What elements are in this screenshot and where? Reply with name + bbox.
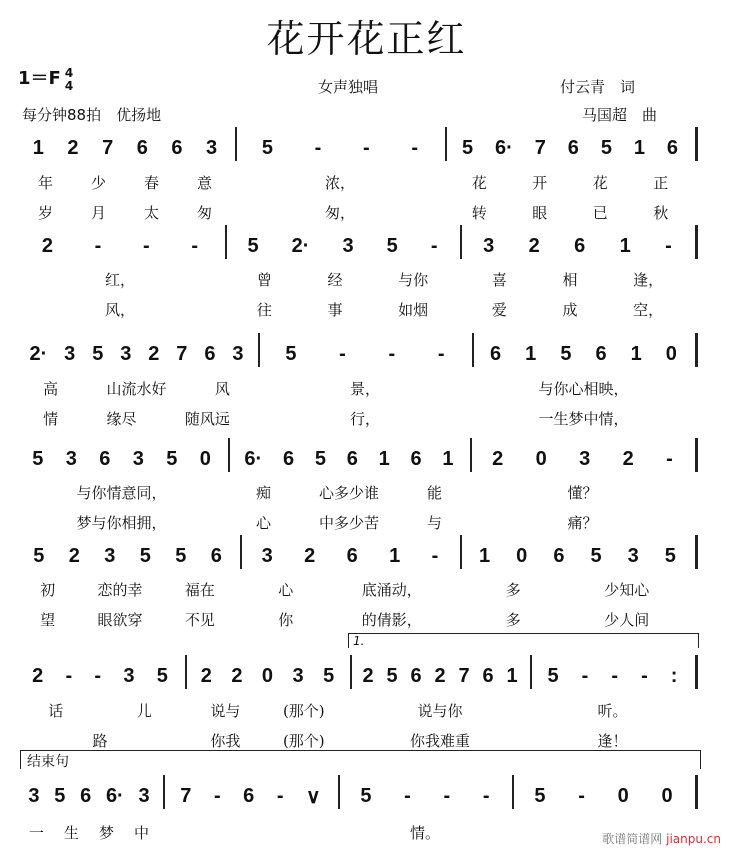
note: 5	[314, 447, 326, 470]
lyric-verse-1: 初 恋的幸 福在	[40, 581, 215, 599]
note: 1	[506, 664, 518, 687]
note: 2	[231, 664, 243, 687]
lyric-verse-2: 转 眼 已 秋	[471, 204, 669, 222]
note: -	[339, 342, 346, 365]
lyric-verse-1: 曾 经 与你	[256, 271, 429, 289]
note: 6	[567, 136, 579, 159]
note: 2	[362, 664, 374, 687]
note: 6·	[244, 447, 263, 470]
note: 6·	[105, 784, 124, 807]
lyric-verse-2: 岁 月 太 匆	[37, 204, 212, 222]
lyric-verse-1	[167, 822, 334, 844]
barline	[225, 225, 227, 259]
lyric-verse-1: 痴 心多少谁 能	[255, 484, 442, 502]
barline	[695, 333, 698, 367]
note: -	[65, 664, 73, 687]
song-title: 花开花正红	[266, 17, 467, 61]
note: 5	[323, 664, 335, 687]
note: 7	[534, 136, 546, 159]
note: 1	[619, 234, 631, 257]
lyric-verse-2: 心 中多少苦 与	[255, 514, 442, 532]
note: 1	[525, 342, 537, 365]
note: 3	[138, 784, 150, 807]
note: 0	[516, 544, 528, 567]
lyric-verse-1: 心 底涌动，	[278, 581, 422, 599]
note: 0	[617, 784, 629, 807]
note: 5	[175, 544, 187, 567]
barline	[185, 655, 187, 689]
note: 3	[123, 664, 135, 687]
barline	[240, 535, 242, 569]
note: -	[482, 784, 490, 807]
note: 3	[342, 234, 354, 257]
note: 6	[490, 342, 502, 365]
note: 1	[442, 447, 454, 470]
barline	[235, 127, 237, 161]
measure	[451, 133, 689, 163]
note: 6	[482, 664, 494, 687]
lyric-verse-2: 多 少人间	[505, 611, 650, 629]
lyric-verse-1: 与你心相映，	[538, 380, 629, 398]
note: -	[191, 234, 199, 257]
lyric-verse-1: 情。	[409, 824, 440, 842]
note: 2	[41, 234, 53, 257]
note: -	[314, 136, 322, 159]
lyric-verse-1: 多 少知心	[505, 581, 650, 599]
measure	[246, 541, 454, 571]
note: 6	[204, 342, 216, 365]
note: 6	[410, 447, 422, 470]
lyric-verse-2: 行，	[349, 410, 380, 428]
note: 5	[386, 664, 398, 687]
barline	[350, 655, 352, 689]
lyric-verse-2: 路	[92, 732, 108, 750]
barline	[460, 535, 462, 569]
note: 3	[627, 544, 639, 567]
note: 3	[261, 544, 273, 567]
note: -	[666, 447, 673, 470]
measure	[466, 231, 689, 261]
measure	[21, 781, 157, 811]
barline	[695, 535, 698, 569]
barline	[695, 775, 698, 809]
note: 7	[176, 342, 188, 365]
watermark-cn: 歌谱简谱网	[602, 832, 663, 846]
note: 3	[28, 784, 40, 807]
note: 5	[156, 664, 168, 687]
lyric-verse-2: 爱 成 空，	[491, 301, 664, 319]
note: 5	[54, 784, 66, 807]
time-top: 4	[64, 65, 74, 80]
lyric-verse-2: 梦与你相拥，	[76, 514, 167, 532]
barline	[163, 775, 165, 809]
lyric-verse-1: 年 少 春 意	[37, 174, 212, 192]
note: :	[670, 664, 678, 687]
measure	[518, 781, 689, 811]
lyric-verse-2: 情 缘尽 随风远	[43, 410, 230, 428]
measure	[21, 133, 229, 163]
note: 5	[600, 136, 612, 159]
performance-note: 女声独唱	[318, 78, 379, 96]
notation-system	[0, 444, 733, 474]
note: 6	[574, 234, 586, 257]
lyric-verse-1: 一 生 梦 中	[28, 824, 149, 842]
note: 6	[80, 784, 92, 807]
time-bottom: 4	[64, 78, 74, 93]
lyric-verse-1: 话 儿	[48, 702, 152, 720]
notation-system	[0, 133, 733, 163]
note: 2	[200, 664, 212, 687]
note: -	[94, 234, 102, 257]
key-signature: 1＝F	[18, 68, 61, 89]
note: 1	[378, 447, 390, 470]
barline	[695, 438, 698, 472]
measure	[344, 781, 506, 811]
note: 5	[33, 544, 45, 567]
barline	[530, 655, 532, 689]
note: 1	[389, 544, 401, 567]
measure	[21, 231, 219, 261]
measure	[21, 661, 179, 691]
note: 2	[68, 544, 80, 567]
note: 5	[360, 784, 372, 807]
measure	[21, 339, 252, 369]
note: 6	[243, 784, 255, 807]
note: 2·	[29, 342, 48, 365]
note: 2·	[291, 234, 310, 257]
measure	[231, 231, 454, 261]
notation-system	[0, 661, 733, 691]
note: 7	[102, 136, 114, 159]
note: 6	[210, 544, 222, 567]
composer: 马国超 曲	[582, 106, 658, 124]
note: 2	[67, 136, 79, 159]
note: 3	[292, 664, 304, 687]
ending-bracket: 结束句	[20, 750, 701, 769]
note: -	[430, 234, 438, 257]
barline	[460, 225, 462, 259]
note: 6·	[495, 136, 513, 159]
note: 5	[560, 342, 572, 365]
barline	[445, 127, 447, 161]
volta-bracket: 1.	[348, 633, 699, 648]
note: -	[611, 664, 619, 687]
lyric-verse-1: 景，	[349, 380, 380, 398]
note: -	[641, 664, 648, 687]
note: 6	[553, 544, 565, 567]
note: 5	[247, 234, 259, 257]
note: 2	[304, 544, 316, 567]
note: 1	[633, 136, 645, 159]
lyric-verse-2: 往 事 如烟	[256, 301, 429, 319]
barline	[338, 775, 340, 809]
note: 6	[346, 447, 358, 470]
note: 0	[261, 664, 274, 687]
lyric-verse-2: 风，	[104, 301, 135, 319]
note: -	[443, 784, 451, 807]
note: 6	[99, 447, 111, 470]
note: -	[404, 784, 411, 807]
note: 5	[92, 342, 104, 365]
note: 5	[386, 234, 398, 257]
lyric-verse-2: 逢！	[597, 732, 628, 750]
note: 6	[136, 136, 148, 159]
barline	[258, 333, 260, 367]
note: 6	[410, 664, 422, 687]
note: 1	[630, 342, 642, 365]
note: 3	[132, 447, 144, 470]
note: 3	[64, 342, 76, 365]
note: 3	[120, 342, 132, 365]
key-time-signature	[18, 64, 73, 93]
lyric-verse-1: 花 开 花 正	[471, 174, 669, 192]
note: 0	[199, 447, 211, 470]
note: -	[143, 234, 150, 257]
note: 5	[664, 544, 676, 567]
measure	[264, 339, 466, 369]
lyric-verse-2: 痛？	[567, 514, 598, 532]
lyric-verse-2: 你我 (那个)	[210, 732, 325, 750]
lyric-verse-1: 浓，	[324, 174, 355, 192]
barline	[472, 333, 474, 367]
lyric-verse-1: 说与 (那个)	[210, 702, 325, 720]
note: 5	[547, 664, 559, 687]
note: 3	[65, 447, 77, 470]
note: 6	[346, 544, 358, 567]
notation-system	[0, 339, 733, 369]
note: -	[411, 136, 419, 159]
measure	[241, 133, 439, 163]
note: 3	[206, 136, 218, 159]
note: 2	[434, 664, 446, 687]
note: 5	[534, 784, 546, 807]
note: 7	[180, 784, 192, 807]
lyric-verse-1: 喜 相 逢，	[491, 271, 664, 289]
note: -	[213, 784, 221, 807]
note: ∨	[306, 785, 321, 808]
lyric-verse-2: 望 眼欲穿 不见	[40, 611, 215, 629]
measure	[169, 781, 332, 811]
measure	[234, 444, 464, 474]
note: 1	[479, 544, 491, 567]
note: 2	[622, 447, 634, 470]
lyricist: 付云青 词	[560, 78, 636, 96]
measure	[21, 444, 222, 474]
barline	[695, 127, 698, 161]
note: 3	[483, 234, 495, 257]
note: 2	[492, 447, 504, 470]
note: -	[388, 342, 396, 365]
note: -	[581, 664, 589, 687]
note: 5	[285, 342, 297, 365]
note: -	[578, 784, 585, 807]
barline	[228, 438, 230, 472]
note: 6	[282, 447, 295, 470]
notation-system	[0, 541, 733, 571]
measure	[356, 661, 524, 691]
notation-system	[0, 781, 733, 811]
measure	[536, 661, 689, 691]
lyric-verse-1: 高 山流水好 风	[43, 380, 230, 398]
note: 2	[528, 234, 540, 257]
barline	[512, 775, 514, 809]
time-signature	[65, 67, 73, 93]
lyric-verse-1: 红，	[104, 271, 135, 289]
note: 2	[32, 664, 44, 687]
lyric-verse-2: 你 的倩影，	[278, 611, 422, 629]
watermark	[602, 830, 721, 847]
lyric-verse-1: 懂？	[567, 484, 598, 502]
note: -	[431, 544, 439, 567]
note: -	[276, 784, 284, 807]
note: -	[665, 234, 672, 257]
note: -	[94, 664, 102, 687]
note: 2	[148, 342, 160, 365]
barline	[470, 438, 472, 472]
note: 5	[590, 544, 602, 567]
note: 1	[32, 136, 44, 159]
note: 3	[579, 447, 591, 470]
measure	[476, 444, 689, 474]
measure	[21, 541, 234, 571]
note: 6	[595, 342, 607, 365]
note: 0	[665, 342, 677, 365]
tempo-marking: 每分钟88拍 优扬地	[22, 106, 162, 124]
barline	[695, 655, 698, 689]
lyric-verse-2: 你我难重	[409, 732, 470, 750]
measure	[191, 661, 344, 691]
note: 7	[458, 664, 470, 687]
lyric-verse-2: 一生梦中情，	[538, 410, 629, 428]
note: 5	[139, 544, 151, 567]
note: 5	[32, 447, 44, 470]
lyric-verse-1: 听。	[597, 702, 628, 720]
measure	[478, 339, 689, 369]
lyric-verse-1: 说与你	[417, 702, 463, 720]
note: 3	[104, 544, 116, 567]
note: 6	[666, 136, 679, 159]
notation-system	[0, 231, 733, 261]
note: 5	[461, 136, 474, 159]
barline	[695, 225, 698, 259]
note: -	[363, 136, 370, 159]
note: 0	[535, 447, 547, 470]
watermark-en: jianpu.cn	[666, 832, 721, 846]
lyric-verse-1: 与你情意同，	[76, 484, 167, 502]
note: 5	[166, 447, 178, 470]
lyric-verse-2: 匆，	[324, 204, 355, 222]
measure	[466, 541, 689, 571]
note: 6	[171, 136, 183, 159]
note: 5	[261, 136, 273, 159]
note: 3	[232, 342, 244, 365]
note: -	[437, 342, 445, 365]
note: 0	[661, 784, 673, 807]
